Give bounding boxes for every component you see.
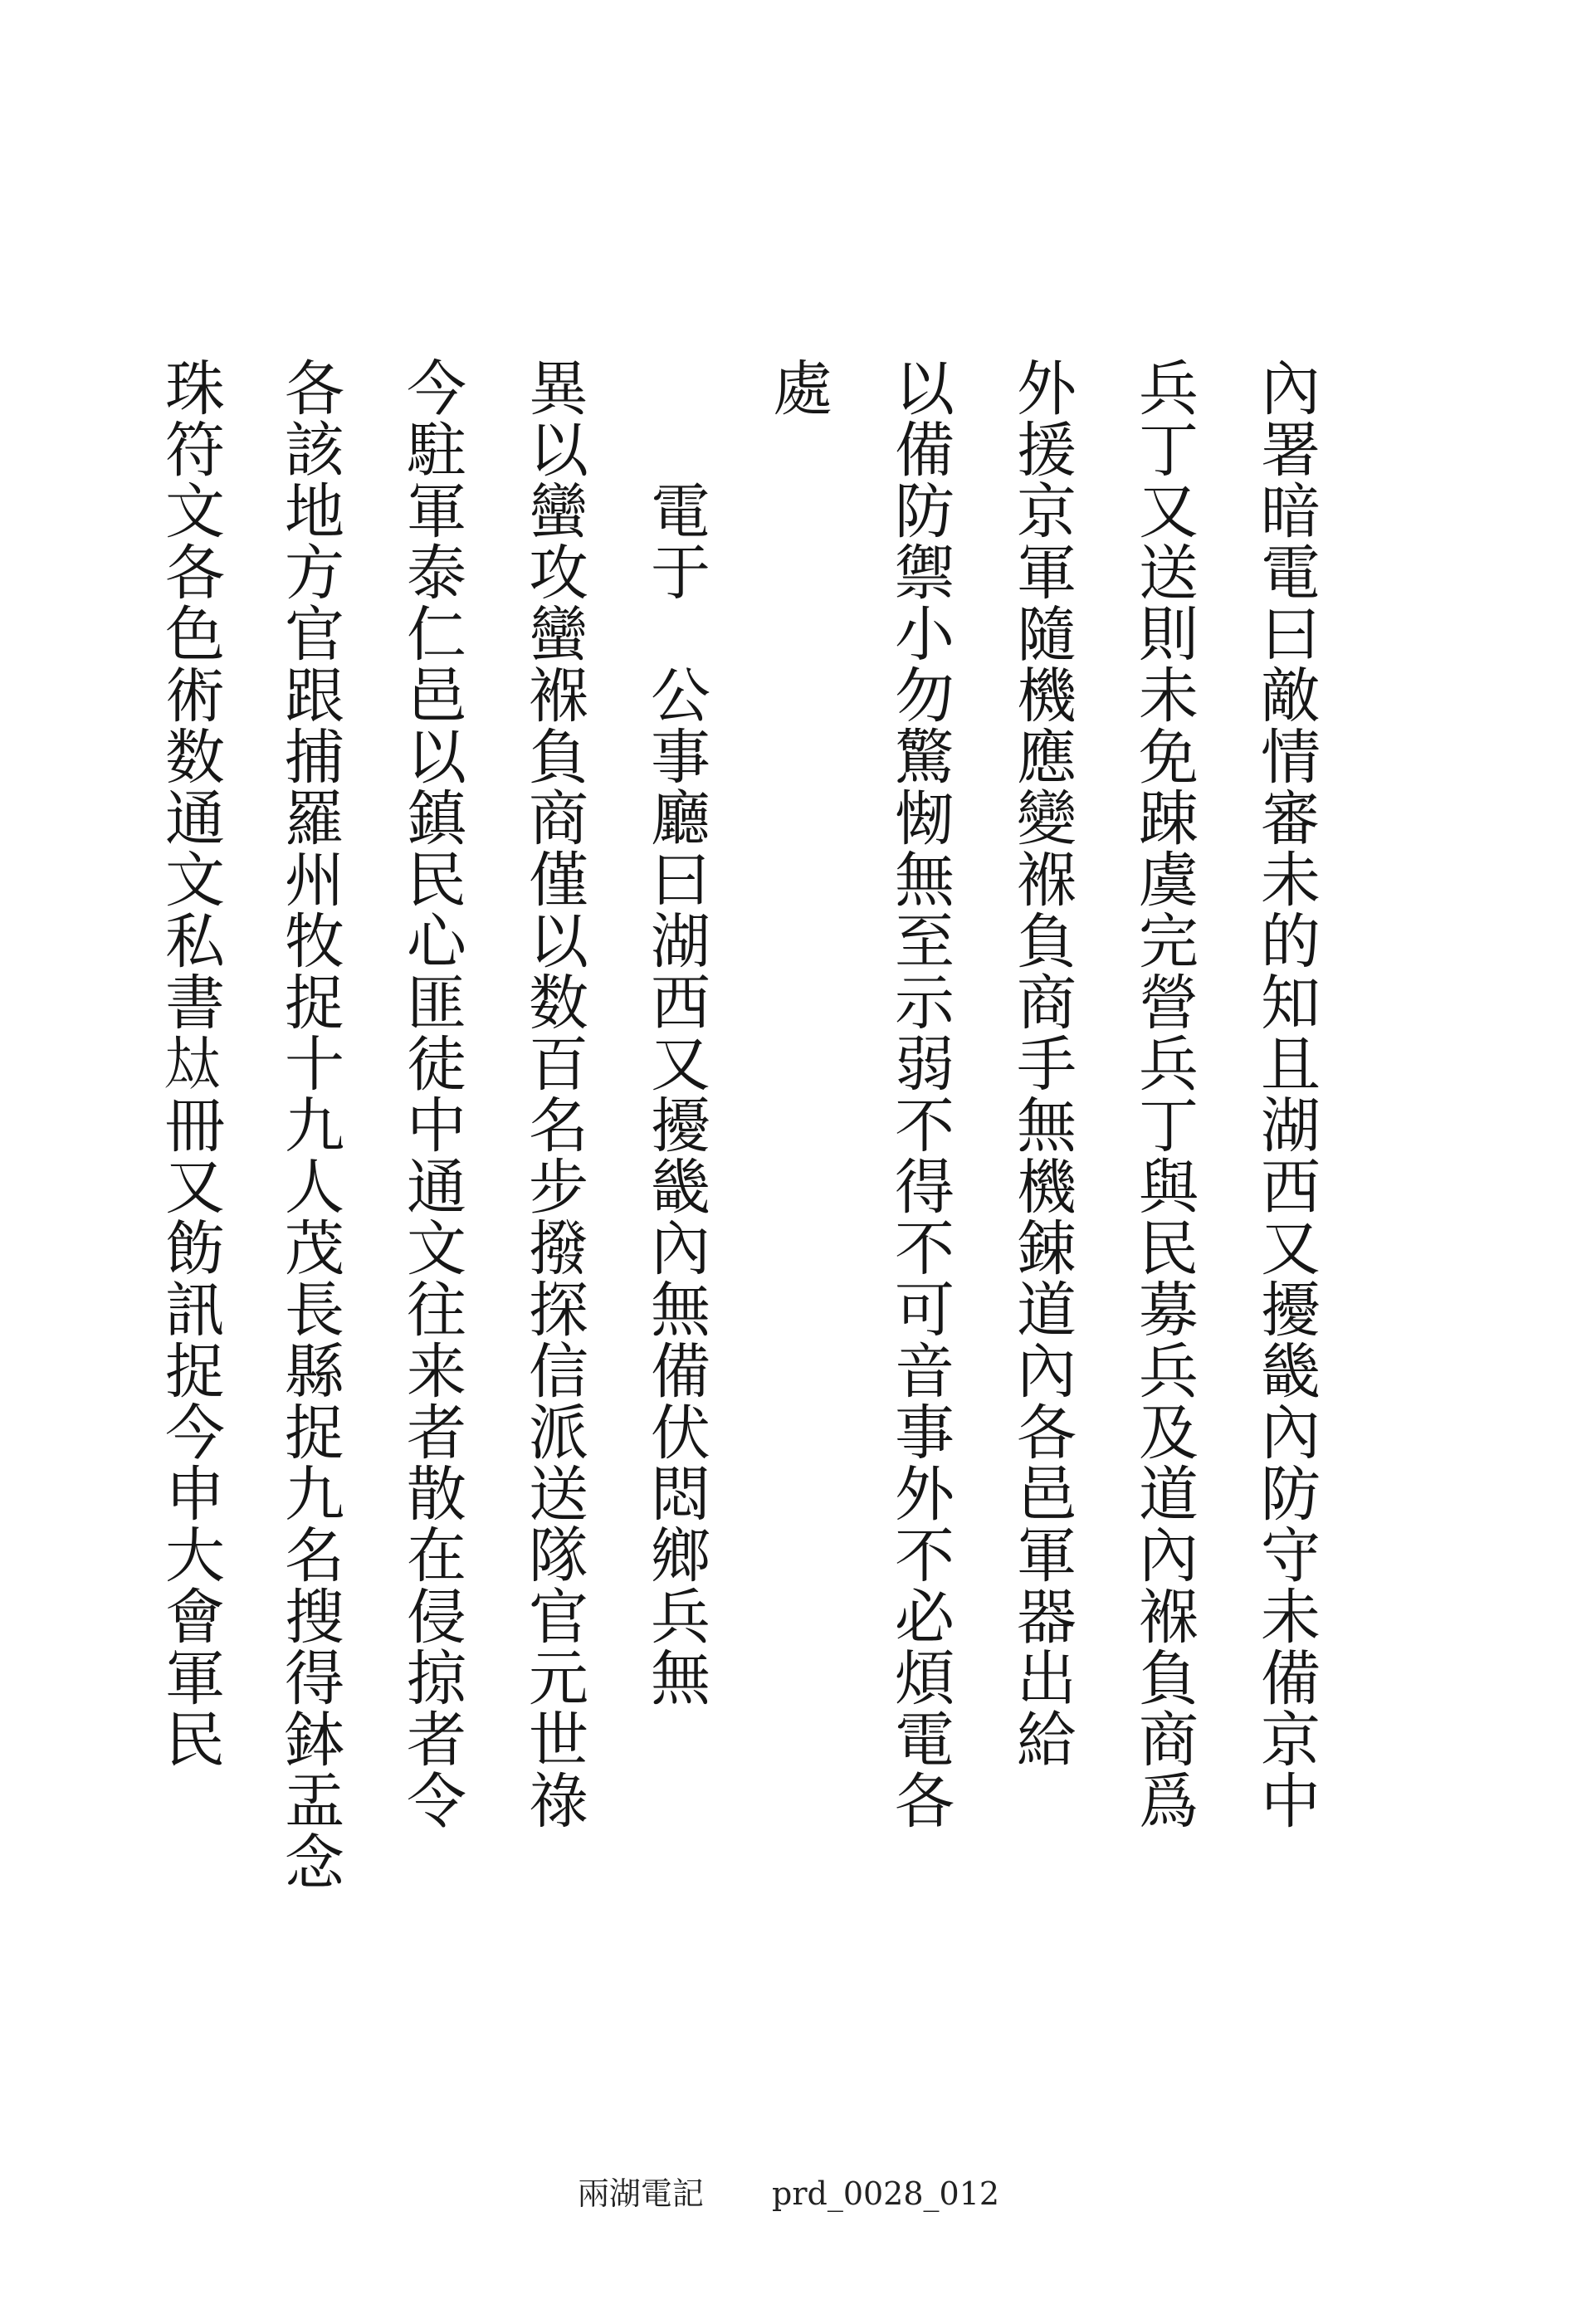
text-column-2: 兵丁又送則未免踈虞完營兵丁與民募兵及道內褓負商爲	[1129, 357, 1199, 1831]
text-column-5: 處	[763, 357, 832, 418]
text-column-10: 珠符文各色術数通文私書𡘋冊又飭訊捉今申大會軍民	[155, 357, 225, 1770]
footer-code: prd_0028_012	[772, 2175, 1000, 2212]
text-column-6: 電于 公事廳曰湖西又擾畿內無備伏悶鄉兵無	[641, 357, 710, 1708]
page-footer	[0, 2168, 1577, 2214]
footer-title: 兩湖電記	[577, 2175, 704, 2212]
text-column-4: 以備防禦小勿驚㥘無至示弱不得不可音事外不必煩電各	[885, 357, 954, 1831]
vertical-text-block	[149, 357, 1320, 2141]
text-column-8: 今駐軍泰仁邑以鎮民心匪徒中通文往来者散在侵掠者令	[397, 357, 466, 1831]
text-column-9: 各該地方官跟捕羅州牧捉十九人茂長縣捉九名搜得鉢盂念	[275, 357, 344, 1892]
text-column-3: 外援京軍隨機應變褓負商手無機鋉道內各邑軍器出給	[1007, 357, 1077, 1770]
text-column-7: 異以蠻攻蠻褓負商僅以数百名步撥探信派送隊官元世祿	[519, 357, 588, 1831]
text-column-1: 內署暗電曰敵情審未的知且湖西又擾畿內防守未備京中	[1251, 357, 1321, 1831]
